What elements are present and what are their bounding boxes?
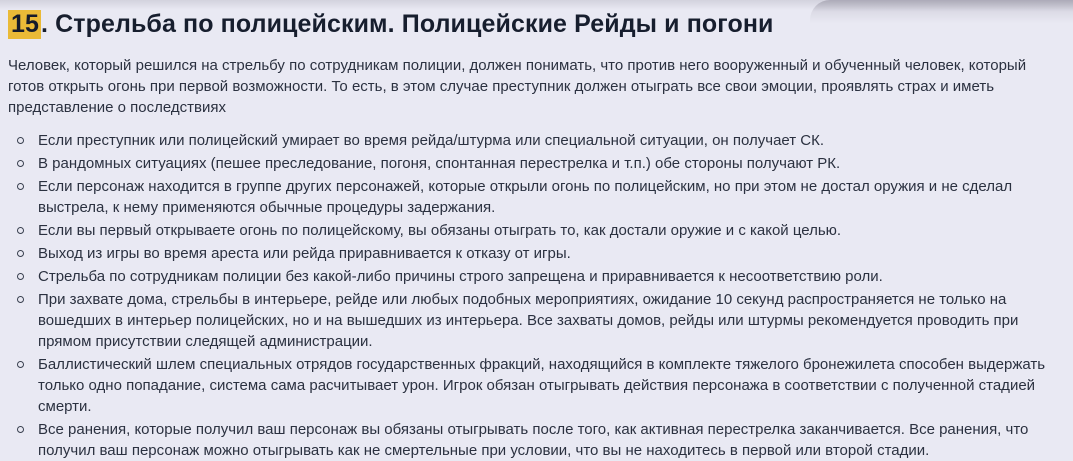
rule-item: В рандомных ситуациях (пешее преследование, погоня, спонтанная перестрелка и т.п.) обе стороны получают РК. (8, 153, 1063, 174)
rule-item: Баллистический шлем специальных отрядов государственных фракций, находящийся в комплекте тяжелого бронежилета способен выдержать только одно попадание, система сама расчитывает урон. Игрок обязан отыгрывать действия персонажа в соответствии с полученной стадией смерти. (8, 354, 1063, 417)
section-title-text: . Стрельба по полицейским. Полицейские Рейды и погони (41, 10, 774, 38)
section-title (8, 7, 1063, 40)
rules-list (8, 130, 1063, 461)
section-number-highlight: 15 (8, 10, 41, 39)
rule-item: Если персонаж находится в группе других персонажей, которые открыли огонь по полицейским, но при этом не достал оружия и не сделал выстрела, к нему применяются обычные процедуры задержания. (8, 176, 1063, 218)
rule-item: Все ранения, которые получил ваш персонаж вы обязаны отыгрывать после того, как активная перестрелка заканчивается. Все ранения, что получил ваш персонаж можно отыгрывать как не смертельные при условии, что вы не находитесь в первой или второй стадии. (8, 419, 1063, 461)
rule-item: Стрельба по сотрудникам полиции без какой-либо причины строго запрещена и приравнивается к несоответствию роли. (8, 266, 1063, 287)
rule-item: Если преступник или полицейский умирает во время рейда/штурма или специальной ситуации, он получает СК. (8, 130, 1063, 151)
rule-item: Если вы первый открываете огонь по полицейскому, вы обязаны отыграть то, как достали оружие и с какой целью. (8, 220, 1063, 241)
rule-item: При захвате дома, стрельбы в интерьере, рейде или любых подобных мероприятиях, ожидание 10 секунд распространяется не только на вошедших в интерьер полицейских, но и на вышедших из интерьера. Все захваты домов, рейды или штурмы рекомендуется проводить при прямом присутствии следящей администрации. (8, 289, 1063, 352)
intro-paragraph: Человек, который решился на стрельбу по сотрудникам полиции, должен понимать, что против него вооруженный и обученный человек, который готов открыть огонь при первой возможности. То есть, в этом случае преступник должен отыграть все свои эмоции, проявлять страх и иметь представление о последствиях (8, 57, 1027, 116)
rule-item: Выход из игры во время ареста или рейда приравнивается к отказу от игры. (8, 243, 1063, 264)
